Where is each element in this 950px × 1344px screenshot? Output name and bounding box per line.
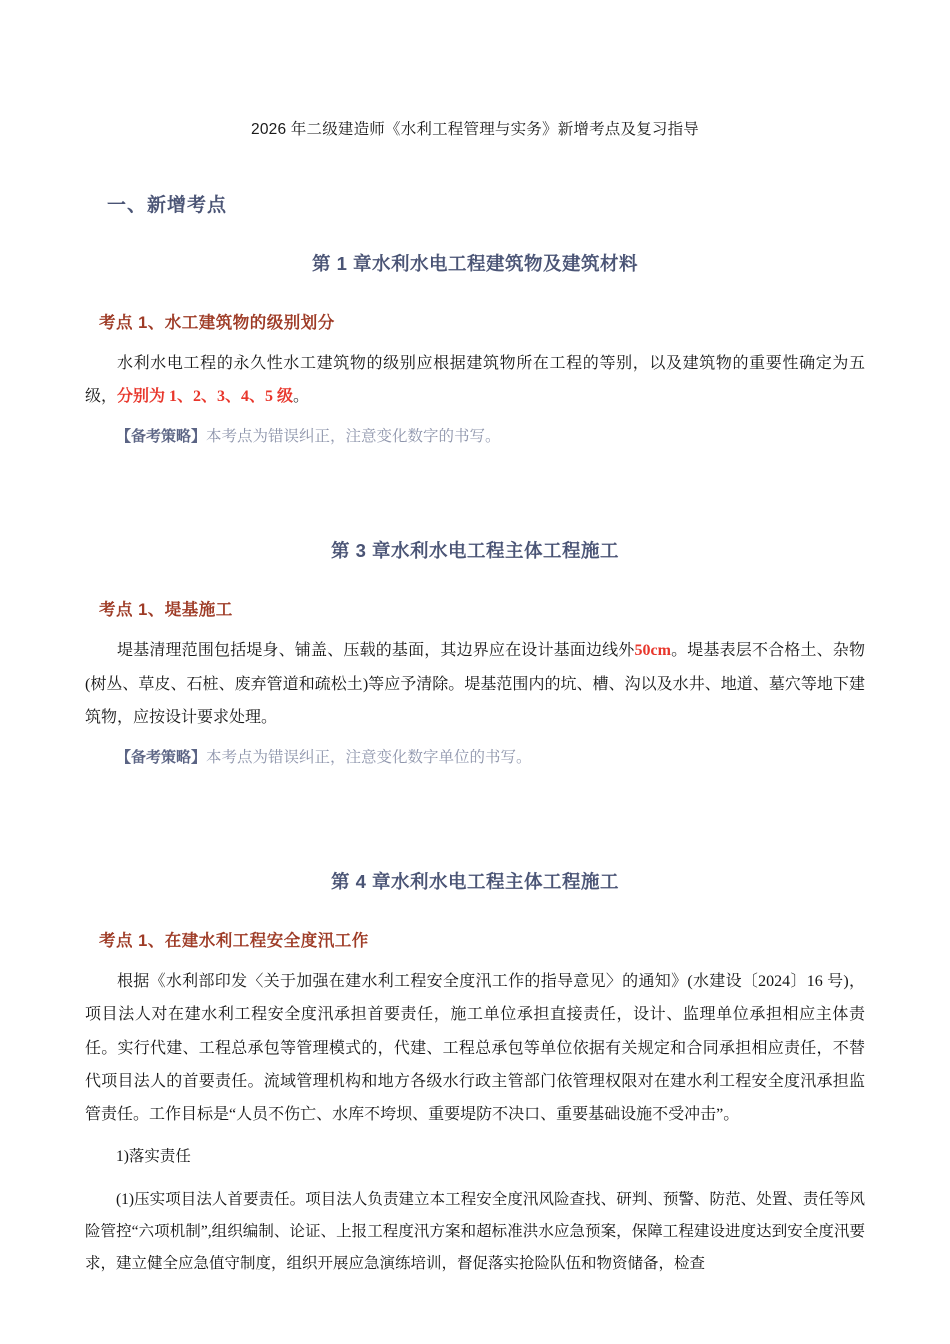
gap-after-chapter-1 bbox=[85, 452, 865, 504]
chapter-heading-3: 第 3 章水利水电工程主体工程施工 bbox=[330, 540, 620, 562]
strategy-paragraph-3 bbox=[85, 742, 865, 773]
body-text-post: 。堤基表层不合格土、杂物(树丛、草皮、石桩、废弃管道和疏松土)等应予清除。堤基范围内的坑、槽、沟以及水井、地道、墓穴等地下建筑物，应按设计要求处理。 bbox=[85, 642, 865, 726]
top-spacer bbox=[85, 0, 865, 118]
chapter-heading-4: 第 4 章水利水电工程主体工程施工 bbox=[330, 871, 620, 893]
body-text-pre: 堤基清理范围包括堤身、铺盖、压载的基面，其边界应在设计基面边线外 bbox=[117, 642, 635, 660]
sub-item-2: (1)压实项目法人首要责任。项目法人负责建立本工程安全度汛风险查找、研判、预警、防范、处置、责任等风险管控“六项机制”,组织编制、论证、上报工程度汛方案和超标准洪水应急预案，保障工程建设进度达到安全度汛要求，建立健全应急值守制度，组织开展应急演练培训，督促落实抢险队伍和物资储备，检查 bbox=[85, 1190, 865, 1273]
section-heading-new-points: 一、新增考点 bbox=[107, 194, 228, 216]
body-text-pre: 水利水电工程的永久性水工建筑物的级别应根据建筑物所在工程的等别，以及建筑物的重要性确定为五级， bbox=[85, 354, 865, 406]
document-title: 2026 年二级建造师《水利工程管理与实务》新增考点及复习指导 bbox=[251, 121, 699, 138]
gap-after-chapter-3 bbox=[85, 773, 865, 835]
body-text-post: 。 bbox=[293, 388, 310, 406]
strategy-paragraph-1 bbox=[85, 421, 865, 452]
point-heading-3-1: 考点 1、堤基施工 bbox=[99, 601, 233, 620]
strategy-body: 本考点为错误纠正，注意变化数字单位的书写。 bbox=[206, 749, 532, 767]
point-heading-1-1: 考点 1、水工建筑物的级别划分 bbox=[99, 313, 335, 332]
strategy-label: 【备考策略】 bbox=[116, 428, 207, 446]
chapter-heading-1: 第 1 章水利水电工程建筑物及建筑材料 bbox=[311, 252, 639, 274]
body-text-highlight: 50cm bbox=[634, 642, 671, 660]
point-heading-4-1: 考点 1、在建水利工程安全度汛工作 bbox=[99, 932, 369, 951]
strategy-body: 本考点为错误纠正，注意变化数字的书写。 bbox=[206, 428, 501, 446]
strategy-label: 【备考策略】 bbox=[116, 749, 207, 767]
body-paragraph-3-1 bbox=[85, 634, 865, 734]
body-paragraph-1-1 bbox=[85, 347, 865, 414]
body-paragraph-4-1: 根据《水利部印发〈关于加强在建水利工程安全度汛工作的指导意见〉的通知》(水建设〔2024〕16 号)，项目法人对在建水利工程安全度汛承担首要责任，施工单位承担直接责任，设计、监理单位承担相应主体责任。实行代建、工程总承包等管理模式的，代建、工程总承包等单位依据有关规定和合同承担相应责任，不替代项目法人的首要责任。流域管理机构和地方各级水行政主管部门依管理权限对在建水利工程安全度汛承担监管责任。工作目标是“人员不伤亡、水库不垮坝、重要堤防不决口、重要基础设施不受冲击”。 bbox=[85, 973, 865, 1124]
sub-item-1: 1)落实责任 bbox=[116, 1148, 191, 1166]
body-text-highlight: 分别为 1、2、3、4、5 级 bbox=[117, 388, 294, 406]
